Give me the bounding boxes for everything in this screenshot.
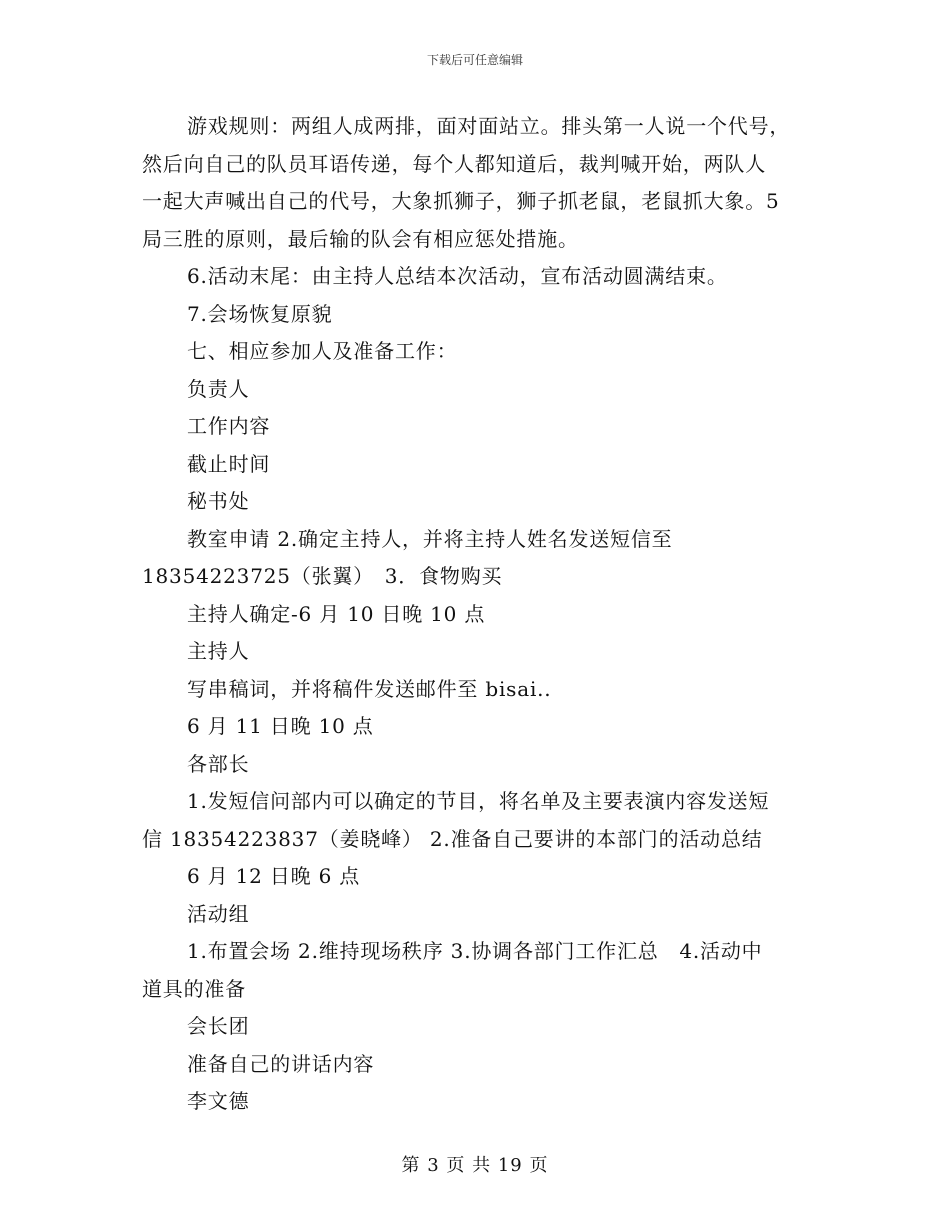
ministers-task-line-1: 1.发短信问部内可以确定的节目，将名单及主要表演内容发送短 xyxy=(187,789,770,813)
ministers-task-line-2: 信 18354223837（姜晓峰） 2.准备自己要讲的本部门的活动总结 xyxy=(142,826,763,851)
item-7-restore-venue: 7.会场恢复原貌 xyxy=(187,301,333,326)
host-task: 写串稿词，并将稿件发送邮件至 bisai.. xyxy=(187,676,552,701)
presidium-owner: 会长团 xyxy=(187,1014,250,1038)
presidium-task: 准备自己的讲话内容 xyxy=(187,1051,375,1076)
game-rules-line-1: 游戏规则：两组人成两排，面对面站立。排头第一人说一个代号， xyxy=(187,114,791,138)
page-header-note: 下载后可任意编辑 xyxy=(426,53,523,67)
host-deadline: 6 月 11 日晚 10 点 xyxy=(187,714,374,738)
secretariat-task-line-2: 18354223725（张翼） 3．食物购买 xyxy=(142,564,503,588)
game-rules-line-2: 然后向自己的队员耳语传递，每个人都知道后，裁判喊开始，两队人 xyxy=(142,151,766,176)
person-name: 李文德 xyxy=(187,1089,250,1113)
activity-group-owner: 活动组 xyxy=(187,901,250,926)
column-content-label: 工作内容 xyxy=(187,414,271,438)
item-6-closing: 6.活动末尾：由主持人总结本次活动，宣布活动圆满结束。 xyxy=(187,264,728,288)
game-rules-line-3: 一起大声喊出自己的代号，大象抓狮子，狮子抓老鼠，老鼠抓大象。5 xyxy=(142,189,780,213)
secretariat-task-line-1: 教室申请 2.确定主持人，并将主持人姓名发送短信至 xyxy=(187,526,673,551)
host-confirm-deadline: 主持人确定-6 月 10 日晚 10 点 xyxy=(187,601,486,626)
game-rules-line-4: 局三胜的原则，最后输的队会有相应惩处措施。 xyxy=(142,226,579,251)
host-owner: 主持人 xyxy=(187,639,250,663)
secretariat-owner: 秘书处 xyxy=(187,489,250,513)
column-owner-label: 负责人 xyxy=(187,376,250,401)
column-deadline-label: 截止时间 xyxy=(187,451,271,476)
document-body xyxy=(142,108,812,1121)
page-number-footer: 第 3 页 共 19 页 xyxy=(401,1155,549,1176)
activity-group-task-line-1: 1.布置会场 2.维持现场秩序 3.协调各部门工作汇总 4.活动中 xyxy=(187,939,763,963)
section-7-heading: 七、相应参加人及准备工作： xyxy=(187,339,458,363)
activity-group-task-line-2: 道具的准备 xyxy=(142,976,246,1001)
ministers-owner: 各部长 xyxy=(187,751,250,776)
ministers-deadline: 6 月 12 日晚 6 点 xyxy=(187,864,361,888)
